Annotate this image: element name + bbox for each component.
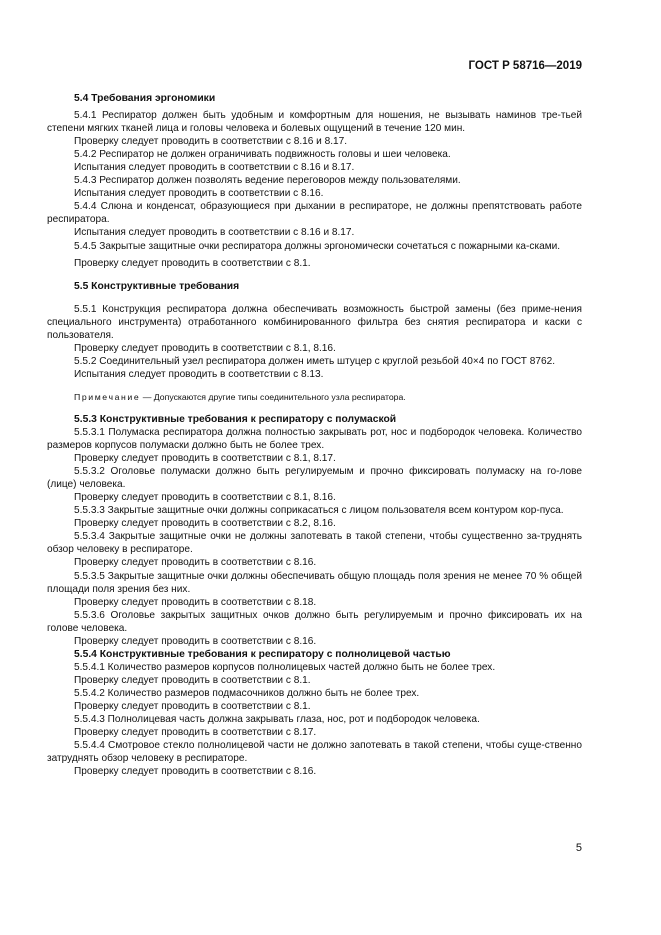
section-heading-5-5-3: 5.5.3 Конструктивные требования к респиратору с полумаской (74, 413, 397, 425)
paragraph: 5.5.3.3 Закрытые защитные очки должны соприкасаться с лицом пользователя всем контуром кор-пуса. (74, 505, 564, 517)
paragraph: 5.5.4.2 Количество размеров подмасочников должно быть не более трех. (74, 687, 420, 699)
paragraph: Проверку следует проводить в соответствии с 8.1. (74, 674, 311, 686)
paragraph: Испытания следует проводить в соответствии с 8.13. (74, 368, 324, 380)
paragraph: Проверку следует проводить в соответствии с 8.1. (74, 257, 311, 269)
paragraph: 5.4.2 Респиратор не должен ограничивать подвижность головы и шеи человека. (74, 149, 451, 161)
paragraph: Проверку следует проводить в соответствии с 8.2, 8.16. (74, 518, 336, 530)
paragraph: 5.5.3.2 Оголовье полумаски должно быть регулируемым и прочно фиксировать полумаску на го-лове (лице) человека. (47, 466, 582, 491)
paragraph: 5.5.4.1 Количество размеров корпусов полнолицевых частей должно быть не более трех. (74, 661, 496, 673)
paragraph: 5.5.3.6 Оголовье закрытых защитных очков должно быть регулируемым и прочно фиксировать их на голове человека. (47, 609, 582, 634)
paragraph: Проверку следует проводить в соответствии с 8.16. (74, 557, 317, 569)
paragraph: 5.5.3.4 Закрытые защитные очки не должны запотевать в такой степени, чтобы существенно за-труднять обзор человеку в респираторе. (47, 531, 582, 556)
paragraph: Проверку следует проводить в соответствии с 8.1, 8.17. (74, 453, 336, 465)
paragraph: 5.5.1 Конструкция респиратора должна обеспечивать возможность быстрой замены (без приме-нения специального инструмента) отработанного комбинированного фильтра без снятия респиратора и каски с пользователя. (47, 303, 582, 341)
paragraph: 5.4.1 Респиратор должен быть удобным и комфортным для ношения, не вызывать наминов тре-тьей степени мягких тканей лица и головы человека и болевых ощущений в течение 120 мин. (47, 110, 582, 135)
note (47, 391, 582, 403)
paragraph: 5.5.4.4 Смотровое стекло полнолицевой части не должно запотевать в такой степени, чтобы суще-ственно затруднять обзор человеку в респираторе. (47, 740, 582, 765)
paragraph: Проверку следует проводить в соответствии с 8.1, 8.16. (74, 342, 336, 354)
paragraph: Проверку следует проводить в соответствии с 8.17. (74, 727, 317, 739)
paragraph: Проверку следует проводить в соответствии с 8.16. (74, 635, 317, 647)
paragraph: Испытания следует проводить в соответствии с 8.16. (74, 188, 324, 200)
paragraph: Проверку следует проводить в соответствии с 8.16 и 8.17. (74, 136, 348, 148)
paragraph: 5.5.4.3 Полнолицевая часть должна закрывать глаза, нос, рот и подбородок человека. (74, 714, 480, 726)
paragraph: 5.5.3.1 Полумаска респиратора должна полностью закрывать рот, нос и подбородок человека. Количество размеров корпусов полумаски должно быть не более трех. (47, 426, 582, 452)
paragraph: Проверку следует проводить в соответствии с 8.16. (74, 766, 317, 778)
paragraph: 5.5.2 Соединительный узел респиратора должен иметь штуцер с круглой резьбой 40×4 по ГОСТ 8762. (74, 355, 556, 367)
paragraph: Проверку следует проводить в соответствии с 8.1. (74, 700, 311, 712)
section-heading-5-4: 5.4 Требования эргономики (74, 93, 216, 104)
paragraph: Испытания следует проводить в соответствии с 8.16 и 8.17. (74, 227, 355, 239)
page-number: 5 (575, 842, 582, 854)
section-heading-5-5-4: 5.5.4 Конструктивные требования к респиратору с полнолицевой частью (74, 648, 451, 660)
paragraph: 5.4.5 Закрытые защитные очки респиратора должны эргономически сочетаться с пожарными ка-сками. (74, 240, 561, 252)
note-text: — Допускаются другие типы соединительного узла респиратора. (140, 391, 406, 402)
paragraph: 5.5.3.5 Закрытые защитные очки должны обеспечивать общую площадь поля зрения не менее 70 % общей площади поля зрения без них. (47, 570, 582, 595)
paragraph: Проверку следует проводить в соответствии с 8.1, 8.16. (74, 492, 336, 504)
paragraph: 5.4.3 Респиратор должен позволять ведение переговоров между пользователями. (74, 175, 461, 187)
paragraph: Проверку следует проводить в соответствии с 8.18. (74, 596, 317, 608)
section-heading-5-5: 5.5 Конструктивные требования (74, 280, 240, 292)
paragraph: Испытания следует проводить в соответствии с 8.16 и 8.17. (74, 162, 355, 174)
note-label: Примечание (74, 391, 141, 402)
standard-header: ГОСТ Р 58716—2019 (468, 60, 582, 72)
page-content (47, 92, 582, 778)
paragraph: 5.4.4 Слюна и конденсат, образующиеся при дыхании в респираторе, не должны препятствовать работе респиратора. (47, 201, 582, 226)
